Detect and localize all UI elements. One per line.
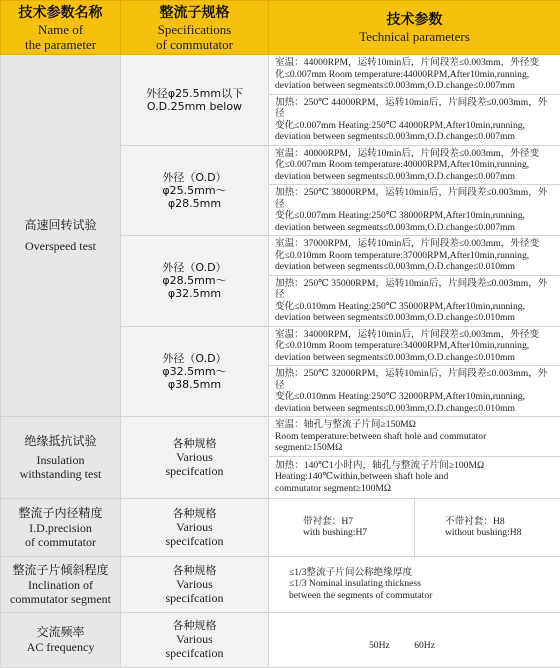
overspeed-heat-4 xyxy=(269,366,560,417)
param-line: 化≤0.007mm Room temperature:44000RPM,After10min,running, xyxy=(275,69,555,81)
table-row xyxy=(1,556,560,612)
bore-spec xyxy=(121,498,269,556)
bore-with-bushing xyxy=(269,498,415,556)
overspeed-room-2 xyxy=(269,145,560,185)
param-line: ≤1/3整流子片间公称绝缘厚度 xyxy=(289,567,555,579)
spec-line: specifcation xyxy=(121,534,268,548)
header-spec-en-1: Specifications xyxy=(121,22,268,37)
insulation-spec xyxy=(121,417,269,499)
overspeed-spec-2 xyxy=(121,145,269,236)
overspeed-heat-1 xyxy=(269,94,560,145)
table-row xyxy=(1,612,560,667)
overspeed-heat-2 xyxy=(269,185,560,236)
freq-name-en: AC frequency xyxy=(1,640,120,654)
param-line: segment≥150MΩ xyxy=(275,442,556,454)
param-line: 室温：44000RPM，运转10min后，片间段差≤0.003mm，外径变 xyxy=(275,57,555,69)
spec-line: φ28.5mm xyxy=(121,197,268,210)
param-line: 不带衬套：H8 xyxy=(445,516,555,528)
header-name-cn: 技术参数名称 xyxy=(1,4,120,22)
bore-name xyxy=(1,498,121,556)
spec-line: φ32.5mm xyxy=(121,287,268,300)
freq-value: 60Hz xyxy=(414,640,435,651)
param-line: deviation between segments≤0.003mm,O.D.change≤0.010mm xyxy=(275,352,555,364)
header-params-cn: 技术参数 xyxy=(269,11,560,29)
param-line: 化≤0.007mm Room temperature:40000RPM,After10min,running, xyxy=(275,159,555,171)
overspeed-heat-3 xyxy=(269,275,560,326)
insulation-name-en: Insulation xyxy=(1,453,120,467)
spec-line: 外径（O.D） xyxy=(121,352,268,365)
spec-line: specifcation xyxy=(121,646,268,660)
param-line: 变化≤0.010mm Heating:250℃ 32000RPM,After10min,running, xyxy=(275,391,555,403)
insulation-heat xyxy=(269,456,560,498)
spec-line: Various xyxy=(121,450,268,464)
param-line: deviation between segments≤0.003mm,O.D.change≤0.010mm xyxy=(275,312,555,324)
param-line: deviation between segments≤0.003mm,O.D.change≤0.007mm xyxy=(275,171,555,183)
spec-line: 各种规格 xyxy=(121,564,268,577)
param-line: 室温：40000RPM，运转10min后，片间段差≤0.003mm，外径变 xyxy=(275,148,555,160)
param-line: commutator segment≥100MΩ xyxy=(275,483,556,495)
param-line: 加热：250℃ 44000RPM，运转10min后，片间段差≤0.003mm，外径 xyxy=(275,97,555,120)
header-name-en-1: Name of xyxy=(1,22,120,37)
table-row xyxy=(1,55,560,95)
spec-line: φ38.5mm xyxy=(121,378,268,391)
param-line: 变化≤0.007mm Heating:250℃ 38000RPM,After10min,running, xyxy=(275,210,555,222)
freq-spec xyxy=(121,612,269,667)
param-line: without bushing:H8 xyxy=(445,527,555,539)
param-line: deviation between segments≤0.003mm,O.D.change≤0.007mm xyxy=(275,131,555,143)
overspeed-room-1 xyxy=(269,55,560,95)
param-line: 加热：250℃ 32000RPM，运转10min后，片间段差≤0.003mm，外径 xyxy=(275,368,555,391)
incline-name-cn: 整流子片倾斜程度 xyxy=(1,563,120,578)
param-line: deviation between segments≤0.003mm,O.D.change≤0.007mm xyxy=(275,222,555,234)
param-line: 变化≤0.007mm Heating:250℃ 44000RPM,After10min,running, xyxy=(275,120,555,132)
table-row xyxy=(1,498,560,556)
param-line: deviation between segments≤0.003mm,O.D.change≤0.010mm xyxy=(275,403,555,415)
param-line: 化≤0.010mm Room temperature:34000RPM,After10min,running, xyxy=(275,340,555,352)
param-line: ≤1/3 Nominal insulating thickness xyxy=(289,578,555,590)
header-params-en: Technical parameters xyxy=(269,29,560,44)
param-line: 加热：250℃ 35000RPM，运转10min后，片间段差≤0.003mm，外径 xyxy=(275,278,555,301)
spec-line: Various xyxy=(121,520,268,534)
spec-line: 各种规格 xyxy=(121,437,268,450)
bore-without-bushing xyxy=(415,498,560,556)
insulation-name xyxy=(1,417,121,499)
spec-line: 外径（O.D） xyxy=(121,261,268,274)
insulation-room xyxy=(269,417,560,457)
incline-name-en: commutator segment xyxy=(1,592,120,606)
overspeed-spec-3 xyxy=(121,236,269,327)
incline-name xyxy=(1,556,121,612)
header-row xyxy=(1,1,560,55)
overspeed-spec-4 xyxy=(121,326,269,417)
overspeed-name-en: Overspeed test xyxy=(1,239,120,253)
freq-value: 50Hz xyxy=(369,640,390,651)
overspeed-room-4 xyxy=(269,326,560,366)
spec-line: φ28.5mm～ xyxy=(121,274,268,287)
param-line: 加热：250℃ 38000RPM，运转10min后，片间段差≤0.003mm，外径 xyxy=(275,187,555,210)
header-spec-en-2: of commutator xyxy=(121,37,268,52)
param-line: Heating:140℃within,between shaft hole and xyxy=(275,471,556,483)
insulation-name-cn: 绝缘抵抗试验 xyxy=(1,434,120,449)
incline-value xyxy=(269,556,560,612)
table-row xyxy=(1,417,560,457)
spec-line: specifcation xyxy=(121,591,268,605)
param-line: deviation between segments≤0.003mm,O.D.change≤0.010mm xyxy=(275,261,555,273)
spec-line: φ25.5mm～ xyxy=(121,184,268,197)
insulation-name-en: withstanding test xyxy=(1,467,120,481)
param-line: Room temperature:between shaft hole and commutator xyxy=(275,431,556,443)
overspeed-name-cn: 高速回转试验 xyxy=(1,218,120,233)
header-name xyxy=(1,1,121,55)
spec-line: Various xyxy=(121,632,268,646)
spec-line: O.D.25mm below xyxy=(121,100,268,113)
spec-line: specifcation xyxy=(121,464,268,478)
overspeed-room-3 xyxy=(269,236,560,276)
overspeed-spec-1 xyxy=(121,55,269,146)
param-line: 室温：34000RPM，运转10min后，片间段差≤0.003mm，外径变 xyxy=(275,329,555,341)
header-spec-cn: 整流子规格 xyxy=(121,4,268,22)
spec-line: 外径φ25.5mm以下 xyxy=(121,87,268,100)
incline-spec xyxy=(121,556,269,612)
bore-name-cn: 整流子内径精度 xyxy=(1,506,120,521)
header-spec xyxy=(121,1,269,55)
freq-name xyxy=(1,612,121,667)
param-line: 加热：140℃1小时内，轴孔与整流子片间≥100MΩ xyxy=(275,460,556,472)
spec-line: φ32.5mm～ xyxy=(121,365,268,378)
spec-line: Various xyxy=(121,577,268,591)
bore-name-en: of commutator xyxy=(1,535,120,549)
param-line: 化≤0.010mm Room temperature:37000RPM,After10min,running, xyxy=(275,250,555,262)
spec-line: 各种规格 xyxy=(121,619,268,632)
param-line: 带衬套：H7 xyxy=(303,516,409,528)
header-params xyxy=(269,1,560,55)
freq-values xyxy=(269,612,560,667)
param-line: deviation between segments≤0.003mm,O.D.change≤0.007mm xyxy=(275,80,555,92)
param-line: between the segments of commutator xyxy=(289,590,555,602)
spec-line: 各种规格 xyxy=(121,507,268,520)
param-line: 室温：37000RPM，运转10min后，片间段差≤0.003mm，外径变 xyxy=(275,238,555,250)
param-line: with bushing:H7 xyxy=(303,527,409,539)
param-line: 变化≤0.010mm Heating:250℃ 35000RPM,After10min,running, xyxy=(275,301,555,313)
incline-name-en: Inclination of xyxy=(1,578,120,592)
param-line: 室温：轴孔与整流子片间≥150MΩ xyxy=(275,419,556,431)
spec-line: 外径（O.D） xyxy=(121,171,268,184)
bore-name-en: I.D.precision xyxy=(1,521,120,535)
freq-name-cn: 交流频率 xyxy=(1,625,120,640)
header-name-en-2: the parameter xyxy=(1,37,120,52)
overspeed-name xyxy=(1,55,121,417)
